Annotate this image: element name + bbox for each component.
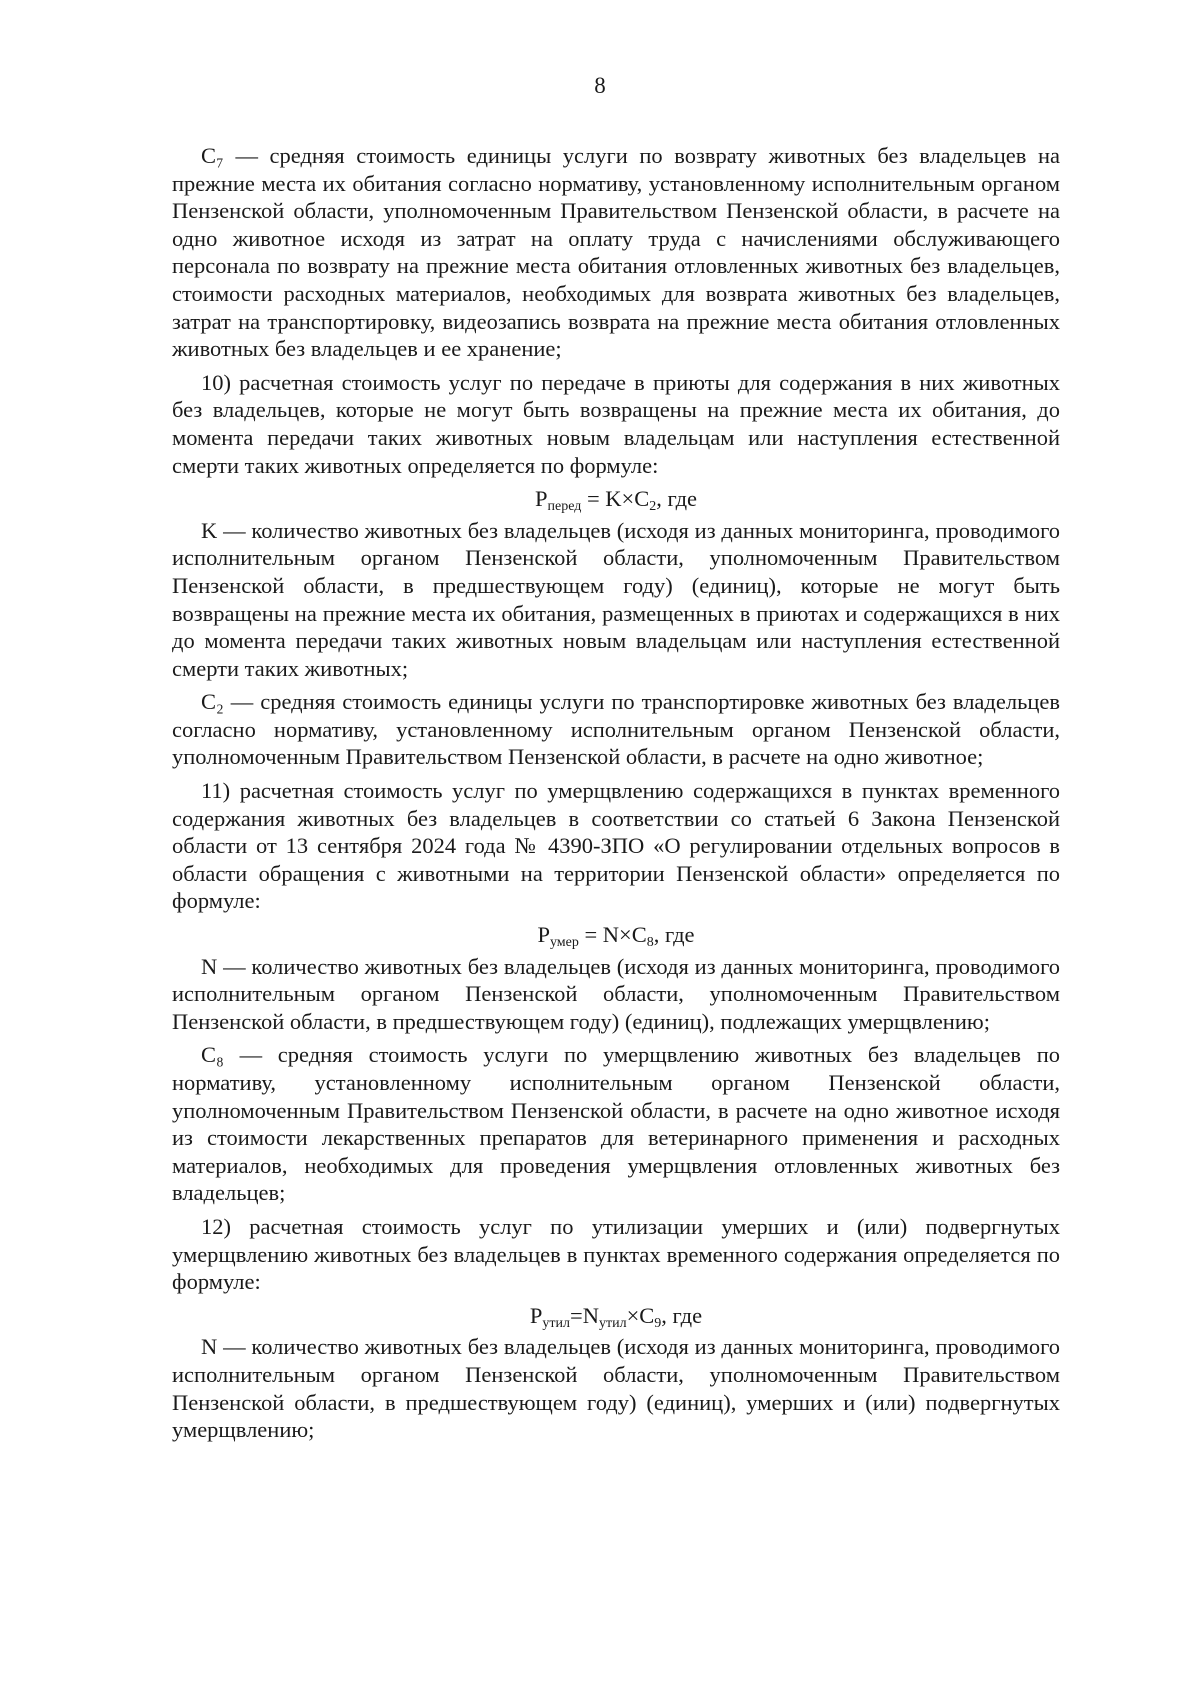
formula-text: , где bbox=[661, 1302, 703, 1328]
document-body bbox=[172, 142, 1060, 1450]
formula-subscript: умер bbox=[549, 935, 579, 951]
paragraph: N — количество животных без владельцев (исходя из данных мониторинга, проводимого исполнительным органом Пензенской области, уполномоченным Правительством Пензенской области, в предшествующем году) (единиц), умерших и (или) подвергнутых умерщвлению; bbox=[172, 1334, 1060, 1443]
paragraph: 10) расчетная стоимость услуг по передаче в приюты для содержания в них животных без владельцев, которые не могут быть возвращены на прежние места их обитания, до момента передачи таких животных новым владельцам или наступления естественной смерти таких животных определяется по формуле: bbox=[172, 369, 1060, 478]
paragraph: K — количество животных без владельцев (исходя из данных мониторинга, проводимого исполнительным органом Пензенской области, уполномоченным Правительством Пензенской области, в предшествующем году) (единиц), которые не могут быть возвращены на прежние места их обитания, размещенных в приютах и содержащихся в них до момента передачи таких животных новым владельцам или наступления естественной смерти таких животных; bbox=[172, 517, 1060, 681]
formula-subscript: 2 bbox=[649, 499, 657, 515]
formula-text: P bbox=[529, 1302, 543, 1328]
formula-text: P bbox=[537, 922, 550, 948]
formula-subscript: 8 bbox=[646, 935, 654, 951]
paragraph: 12) расчетная стоимость услуг по утилизации умерших и (или) подвергнутых умерщвлению животных без владельцев в пунктах временного содержания определяется по формуле: bbox=[172, 1213, 1060, 1295]
formula-text: , где bbox=[653, 922, 695, 948]
formula bbox=[172, 1302, 1060, 1330]
formula-text: = K×C bbox=[581, 486, 650, 512]
formula bbox=[172, 921, 1060, 949]
formula bbox=[172, 485, 1060, 513]
page-number: 8 bbox=[594, 73, 606, 98]
formula-text: ×C bbox=[626, 1302, 655, 1328]
paragraph: N — количество животных без владельцев (исходя из данных мониторинга, проводимого исполнительным органом Пензенской области, уполномоченным Правительством Пензенской области, в предшествующем году) (единиц), подлежащих умерщвлению; bbox=[172, 953, 1060, 1034]
paragraph: 11) расчетная стоимость услуг по умерщвлению содержащихся в пунктах временного содержания животных без владельцев в соответствии со статьей 6 Закона Пензенской области от 13 сентября 2024 года № 4390-ЗПО «О регулировании отдельных вопросов в области обращения с животными на территории Пензенской области» определяется по формуле: bbox=[172, 778, 1060, 914]
paragraph: C₈ — средняя стоимость услуги по умерщвлению животных без владельцев по нормативу, установленному исполнительным органом Пензенской области, уполномоченным Правительством Пензенской области, в расчете на одно животное исходя из стоимости лекарственных препаратов для ветеринарного применения и расходных материалов, необходимых для проведения умерщвления отловленных животных без владельцев; bbox=[172, 1042, 1060, 1206]
formula-text: =N bbox=[570, 1302, 599, 1328]
paragraph: C₂ — средняя стоимость единицы услуги по транспортировке животных без владельцев согласно нормативу, установленному исполнительным органом Пензенской области, уполномоченным Правительством Пензенской области, в расчете на одно животное; bbox=[172, 689, 1060, 770]
formula-subscript: утил bbox=[542, 1315, 571, 1331]
formula-subscript: утил bbox=[598, 1315, 627, 1331]
formula-subscript: 9 bbox=[654, 1315, 662, 1331]
formula-subscript: перед bbox=[547, 499, 582, 515]
formula-text: P bbox=[534, 486, 548, 512]
paragraph: C₇ — средняя стоимость единицы услуги по возврату животных без владельцев на прежние места их обитания согласно нормативу, установленному исполнительным органом Пензенской области, уполномоченным Правительством Пензенской области, в расчете на одно животное исходя из затрат на оплату труда с начислениями обслуживающего персонала по возврату на прежние места обитания отловленных животных без владельцев, стоимости расходных материалов, необходимых для возврата животных без владельцев, затрат на транспортировку, видеозапись возврата на прежние места обитания отловленных животных без владельцев и ее хранение; bbox=[172, 143, 1060, 362]
formula-text: = N×C bbox=[578, 922, 647, 948]
formula-text: , где bbox=[656, 486, 698, 512]
